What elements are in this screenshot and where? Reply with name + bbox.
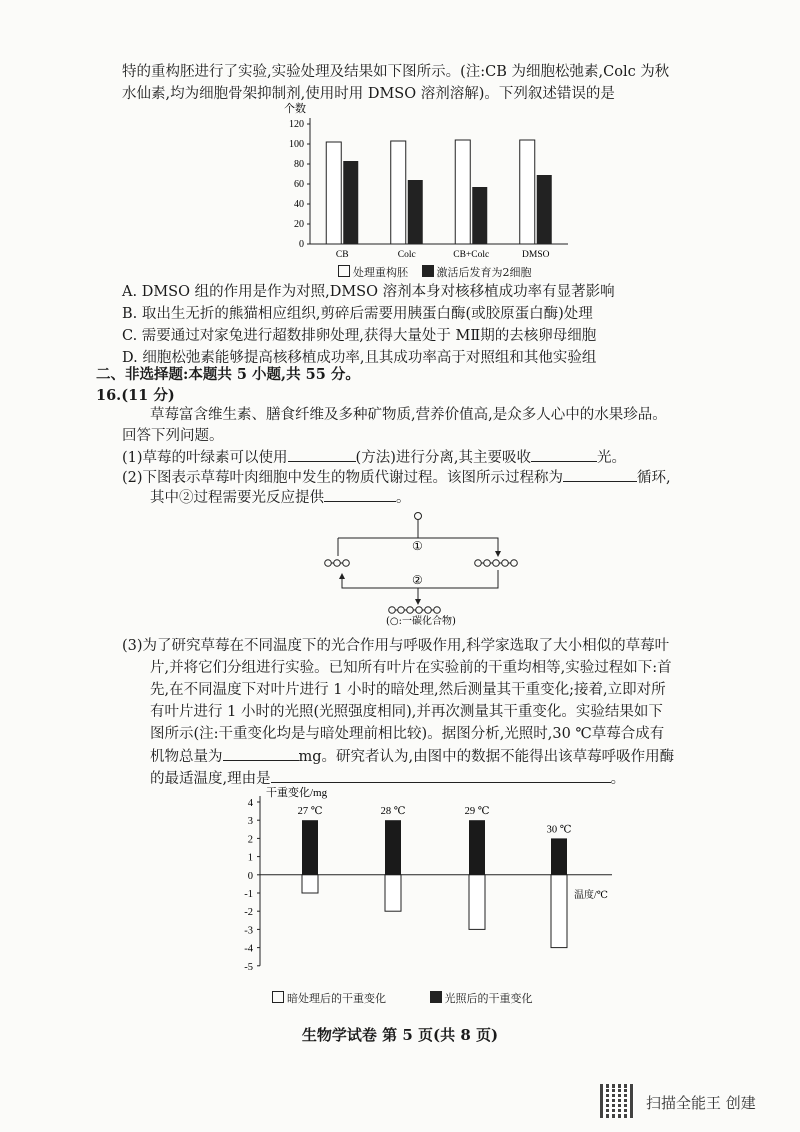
cycle-step-1: ① [412,539,423,553]
chart2-temp-label: 27 ℃ [297,806,323,818]
six-carbon-compound [389,607,441,614]
chart1-bar-treated [455,140,470,244]
q2-blank-2[interactable] [324,487,396,502]
carbon-atom-icon [425,607,432,614]
chart1-category-label: Colc [397,250,416,260]
chart1-ylabel: 个数 [284,103,306,115]
calvin-cycle-diagram [320,508,520,626]
chart2-plot [244,796,612,973]
cycle-note: (○:一碳化合物) [386,616,456,626]
legend-white-box [338,265,350,277]
carbon-atom-icon [389,607,396,614]
legend-light-box [430,991,442,1003]
q3-text-6b: mg。研究者认为,由图中的数据不能得出该草莓呼吸作用酶 [298,749,675,765]
option-c: C. 需要通过对家兔进行超数排卵处理,获得大量处于 MⅡ期的去核卵母细胞 [122,328,597,344]
q3-line-4: 有叶片进行 1 小时的光照(光照强度相同),并再次测量其干重变化。实验结果如下 [150,704,663,720]
q2-line-2 [150,487,800,509]
chart2-xlabel: 温度/℃ [574,890,608,901]
chart1-ytick-label: 120 [289,119,304,130]
chart2-bar-light [469,820,485,875]
chart1-bar-2cell [537,175,552,244]
option-b: B. 取出生无折的熊猫相应组织,剪碎后需要用胰蛋白酶(或胶原蛋白酶)处理 [122,306,593,322]
cycle-step-2: ② [412,573,423,587]
legend-black-box [422,265,434,277]
chart2-ytick-label: 0 [247,870,253,882]
chart2-bar-dark [469,875,485,930]
carbon-atom-icon [416,607,423,614]
q3-text-7a: 的最适温度,理由是 [150,771,271,787]
chart2-ytick-label: 4 [247,798,253,809]
chart2-bar-dark [551,875,567,948]
chart2-bar-dark [385,875,401,911]
q3-line-5: 图所示(注:干重变化均是与暗处理前相比较)。据图分析,光照时,30 ℃草莓合成有 [150,726,665,742]
chart2-temp-label: 28 ℃ [380,806,406,818]
chart1-bar-2cell [343,161,358,244]
chart2-ytick-label: -4 [244,943,253,955]
chart1-ytick-label: 40 [294,199,304,210]
chart1-bar-treated [520,140,535,244]
carbon-atom-icon [398,607,405,614]
chart1-ytick-label: 20 [294,219,304,230]
legend-dark-box [272,991,284,1003]
chart2-ytick-label: -3 [244,925,253,937]
chart-dry-weight [236,784,636,1014]
chart2-ytick-label: 1 [247,852,253,864]
carbon-atom-icon [475,560,482,567]
q1-text-c: 光。 [596,450,626,466]
chart2-legend-1: 暗处理后的干重变化 [287,992,386,1005]
q3-line-3: 先,在不同温度下对叶片进行 1 小时的暗处理,然后测量其干重变化;接着,立即对所 [150,682,666,698]
carbon-atom-icon [434,607,441,614]
q16-head: 16.(11 分) [96,387,175,404]
chart1-ytick-label: 60 [294,179,304,190]
chart2-temp-label: 30 ℃ [546,824,572,836]
chart2-bar-dark [302,875,318,893]
chart1-bar-treated [326,142,341,244]
q1 [122,447,792,469]
chart1-bar-treated [391,141,406,244]
carbon-atom-icon [343,560,350,567]
chart2-ytick-label: -1 [244,889,253,900]
chart2-ytick-label: 2 [247,834,253,846]
chart1-ytick-label: 100 [289,139,304,150]
carbon-atom-icon [334,560,341,567]
q2-text-d: 。 [396,490,411,506]
q3-line-6 [150,746,800,768]
chart1-category-label: CB [335,250,349,260]
q2-text-c: 其中②过程需要光反应提供 [150,490,324,506]
carbon-atom-icon [407,607,414,614]
three-carbon-compound [325,560,350,567]
q1-text-a: (1)草莓的叶绿素可以使用 [122,450,288,466]
q16-intro-1: 草莓富含维生素、膳食纤维及多种矿物质,营养价值高,是众多人心中的水果珍品。 [150,407,667,423]
option-d: D. 细胞松弛素能够提高核移植成功率,且其成功率高于对照组和其他实验组 [122,350,597,366]
chart2-bar-light [385,820,401,875]
q2-text-b: 循环, [637,470,671,486]
chart1-bar-2cell [472,187,487,244]
chart2-legend-2: 光照后的干重变化 [444,992,533,1005]
chart2-ylabel: 干重变化/mg [266,787,328,799]
intro-line-2: 水仙素,均为细胞骨架抑制剂,使用时用 DMSO 溶剂溶解)。下列叙述错误的是 [122,86,615,102]
chart1-legend-2: 激活后发育为2细胞 [436,266,532,279]
chart1-plot [289,118,568,260]
q2-line-1 [122,467,792,489]
chart1-category-label: CB+Colc [453,250,490,260]
q16-intro-2: 回答下列问题。 [122,428,224,444]
q1-blank-2[interactable] [531,447,597,462]
intro-line-1: 特的重构胚进行了实验,实验处理及结果如下图所示。(注:CB 为细胞松弛素,Colc 为秋 [122,64,670,80]
q3-blank-2[interactable] [271,768,611,783]
q3-blank-1[interactable] [223,746,299,761]
chart1-ytick-label: 0 [299,239,304,250]
q3-text-7b: 。 [610,771,626,787]
chart1-legend [338,264,532,280]
carbon-atom-icon [484,560,491,567]
chart-nuclear-transfer [270,100,590,280]
q3-line-2: 片,并将它们分组进行实验。已知所有叶片在实验前的干重均相等,实验过程如下:首 [150,660,672,676]
carbon-atom-icon [511,560,518,567]
q1-blank-1[interactable] [288,447,356,462]
camscanner-watermark [600,1082,800,1122]
carbon-atom-icon [493,560,500,567]
chart1-category-label: DMSO [522,250,550,260]
chart1-bar-2cell [408,180,423,244]
q1-text-b: (方法)进行分离,其主要吸收 [355,450,531,466]
chart1-legend-1: 处理重构胚 [353,266,408,279]
camscanner-text: 扫描全能王 创建 [646,1094,756,1112]
chart1-ytick-label: 80 [294,159,304,170]
carbon-atom-icon [325,560,332,567]
page-footer: 生物学试卷 第 5 页(共 8 页) [301,1026,499,1044]
q2-text-a: (2)下图表示草莓叶肉细胞中发生的物质代谢过程。该图所示过程称为 [122,470,564,486]
carbon-atom-icon [502,560,509,567]
chart2-bar-light [302,820,318,875]
chart2-ytick-label: -5 [244,961,253,973]
chart2-temp-label: 29 ℃ [464,806,490,818]
option-a: A. DMSO 组的作用是作为对照,DMSO 溶剂本身对核移植成功率有显著影响 [122,284,615,300]
q3-text-6a: 机物总量为 [150,749,223,765]
chart2-ytick-label: 3 [247,816,253,828]
qr-code-icon [600,1084,634,1118]
chart2-ytick-label: -2 [244,907,253,919]
q2-blank-1[interactable] [563,467,637,482]
section-title: 二、非选择题:本题共 5 小题,共 55 分。 [96,366,360,383]
chart2-bar-light [551,838,567,874]
chart2-legend [272,990,533,1006]
five-carbon-compound [475,560,518,567]
q3-line-1: (3)为了研究草莓在不同温度下的光合作用与呼吸作用,科学家选取了大小相似的草莓叶 [122,638,670,654]
